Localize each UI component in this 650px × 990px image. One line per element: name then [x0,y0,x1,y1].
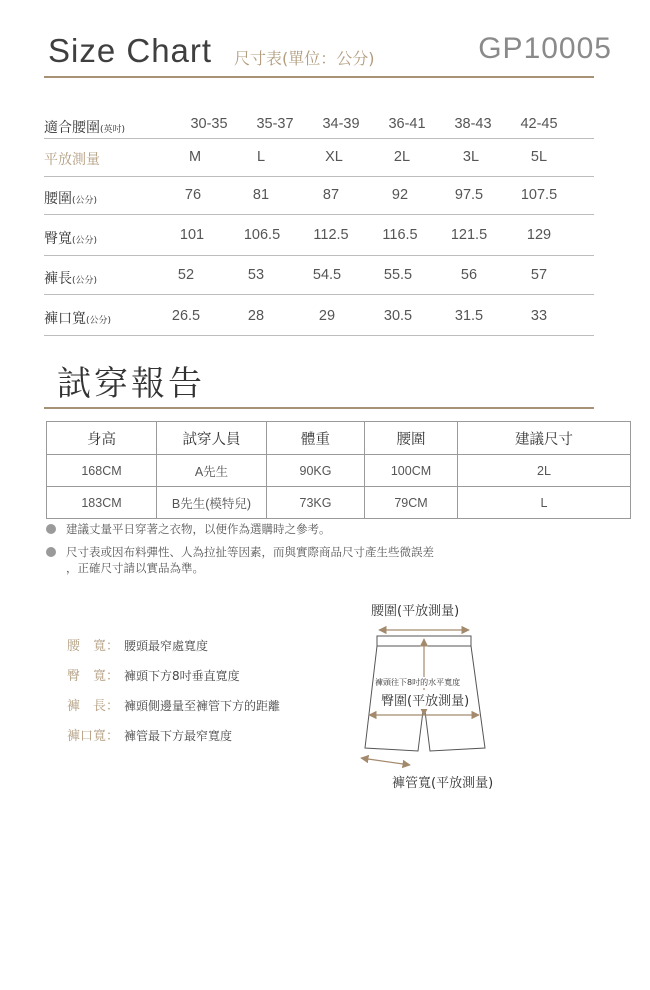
cell: 81 [252,187,270,203]
cell: 57 [530,267,548,283]
cell: 101 [179,227,205,243]
cell: 5L [530,149,548,165]
table-row [47,455,631,487]
cell: 168CM [47,455,157,487]
model-number: GP10005 [478,32,612,65]
legend-desc: 腰頭最窄處寬度 [124,639,209,653]
cell: 129 [526,227,552,243]
cell: 121.5 [450,227,488,243]
unit-note: 尺寸表(單位：公分) [234,49,375,68]
cell: 42-45 [520,116,558,132]
cell: 90KG [267,455,365,487]
header-cell: 身高 [47,422,157,455]
legend-key: 腰 寬： [67,639,120,654]
cell: 92 [391,187,409,203]
size-row [44,256,594,295]
cell: 87 [322,187,340,203]
legend-item [67,695,280,714]
header-cell: 試穿人員 [157,422,267,455]
cell: 38-43 [454,116,492,132]
legend-item [67,725,232,744]
cell: 56 [460,267,478,283]
row-label: 褲口寬(公分) [44,311,112,327]
legend-desc: 褲頭側邊量至褲管下方的距離 [124,699,281,713]
header-cell: 腰圍 [365,422,458,455]
row-label: 平放測量 [44,152,100,168]
cell: 3L [462,149,480,165]
cell: 29 [318,308,336,324]
cell: 36-41 [388,116,426,132]
note-item [46,544,434,560]
cell: 116.5 [382,227,418,243]
bullet-icon [46,547,56,557]
cell: 28 [247,308,265,324]
report-divider [44,407,594,409]
cell: 26.5 [171,308,201,324]
legend-key: 臀 寬： [67,669,120,684]
cell: XL [325,149,343,165]
size-row [44,215,594,256]
cell: A先生 [157,455,267,487]
fitting-report-title: 試穿報告 [57,364,205,404]
table-row [47,487,631,519]
size-row [44,114,594,139]
cell: 106.5 [243,227,281,243]
header-cell: 體重 [267,422,365,455]
legend-key: 褲口寬： [67,729,120,744]
cell: 76 [184,187,202,203]
waist-label: 腰圍(平放測量) [371,604,460,619]
cell: 107.5 [520,187,558,203]
cell: L [458,487,631,519]
row-label: 腰圍(公分) [44,191,98,207]
size-row [44,177,594,215]
size-row [44,295,594,336]
cell: 2L [393,149,411,165]
hip-label: 臀圍(平放測量) [381,690,469,709]
note-text: 建議丈量平日穿著之衣物，以便作為選購時之參考。 [66,522,331,536]
cell: 112.5 [313,227,349,243]
cell: M [188,149,202,165]
hip-note: 褲頭往下8吋的水平寬度 [375,678,461,687]
fitting-report-table [46,421,631,519]
cell: 97.5 [454,187,484,203]
cell: 79CM [365,487,458,519]
note-item [46,521,331,537]
hem-label: 褲管寬(平放測量) [392,776,494,791]
cell: 53 [247,267,265,283]
cell: 33 [530,308,548,324]
cell: 100CM [365,455,458,487]
size-row [44,139,594,177]
note-text-continued: ，正確尺寸請以實品為準。 [66,561,204,575]
legend-item [67,665,240,684]
legend-desc: 褲頭下方8吋垂直寬度 [124,669,240,683]
hem-arrow [361,758,410,765]
cell: 34-39 [322,116,360,132]
cell: 54.5 [312,267,342,283]
row-label: 臀寬(公分) [44,231,98,247]
row-label: 褲長(公分) [44,271,98,287]
header-divider [44,76,594,78]
legend-desc: 褲管最下方最窄寬度 [124,729,233,743]
header-cell: 建議尺寸 [458,422,631,455]
cell: 30.5 [383,308,413,324]
cell: 35-37 [256,116,294,132]
legend-key: 褲 長： [67,699,120,714]
cell: 2L [458,455,631,487]
cell: B先生(模特兒) [157,487,267,519]
cell: L [256,149,266,165]
cell: 30-35 [190,116,228,132]
cell: 55.5 [383,267,413,283]
legend-item [67,635,208,654]
cell: 73KG [267,487,365,519]
bullet-icon [46,524,56,534]
cell: 183CM [47,487,157,519]
size-chart-title: Size Chart [48,32,213,69]
table-header-row [47,422,631,455]
cell: 52 [177,267,195,283]
row-label: 適合腰圍(英吋) [44,120,126,136]
note-text: 尺寸表或因布料彈性、人為拉扯等因素，而與實際商品尺寸產生些微誤差 [66,545,434,559]
cell: 31.5 [454,308,484,324]
